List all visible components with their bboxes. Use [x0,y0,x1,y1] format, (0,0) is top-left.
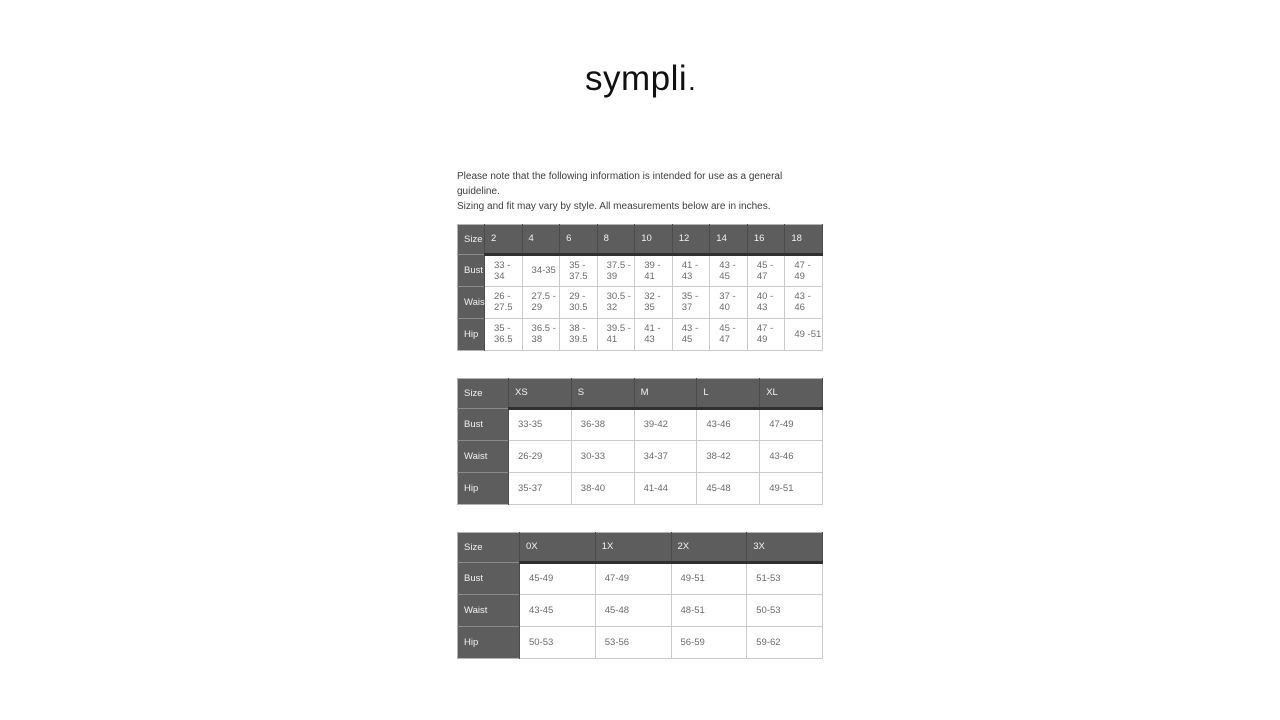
measurement-cell: 47 - 49 [785,254,823,286]
measurement-cell: 33-35 [509,408,572,440]
measurement-cell: 59-62 [747,626,823,658]
measurement-cell: 41-44 [634,472,697,504]
measurement-cell: 35-37 [509,472,572,504]
size-guide-note-line-1: Please note that the following information is intended for use as a general guideline. [457,170,783,197]
measurement-cell: 56-59 [671,626,747,658]
measurement-cell: 45 - 47 [710,318,748,350]
row-label: Hip [458,626,520,658]
measurement-cell: 45 - 47 [747,254,785,286]
measurement-cell: 27.5 - 29 [522,286,560,318]
measurement-cell: 49-51 [671,562,747,594]
row-label: Hip [458,318,485,350]
size-table-plus-sizes [457,532,823,659]
table-row [458,286,823,318]
measurement-cell: 35 - 37 [672,286,710,318]
size-col-header: 4 [522,224,560,254]
table-row [458,408,823,440]
measurement-cell: 39.5 - 41 [597,318,635,350]
size-col-header: 1X [595,532,671,562]
row-label: Bust [458,562,520,594]
size-col-header: S [571,378,634,408]
measurement-cell: 26 - 27.5 [485,286,523,318]
row-label: Hip [458,472,509,504]
size-col-header: 6 [560,224,598,254]
corner-header: Size [458,378,509,408]
size-col-header: XS [509,378,572,408]
row-label: Waist [458,594,520,626]
corner-header: Size [458,532,520,562]
measurement-cell: 36.5 - 38 [522,318,560,350]
size-col-header: L [697,378,760,408]
table-row [458,318,823,350]
header-row [458,224,823,254]
measurement-cell: 50-53 [747,594,823,626]
measurement-cell: 47 - 49 [747,318,785,350]
measurement-cell: 51-53 [747,562,823,594]
measurement-cell: 40 - 43 [747,286,785,318]
table-row [458,472,823,504]
measurement-cell: 37.5 - 39 [597,254,635,286]
table-row [458,254,823,286]
size-col-header: 18 [785,224,823,254]
size-col-header: 10 [635,224,673,254]
measurement-cell: 49-51 [760,472,823,504]
size-col-header: 12 [672,224,710,254]
size-table-letter-sizes [457,378,823,505]
size-col-header: 16 [747,224,785,254]
measurement-cell: 37 - 40 [710,286,748,318]
row-label: Waist [458,440,509,472]
brand-logo [585,60,695,99]
measurement-cell: 33 - 34 [485,254,523,286]
size-col-header: XL [760,378,823,408]
measurement-cell: 53-56 [595,626,671,658]
size-guide-note-line-2: Sizing and fit may vary by style. All measurements below are in inches. [457,200,771,212]
measurement-cell: 41 - 43 [635,318,673,350]
measurement-cell: 36-38 [571,408,634,440]
corner-header: Size [458,224,485,254]
brand-logo-text: sympli [585,59,688,98]
measurement-cell: 34-37 [634,440,697,472]
size-col-header: M [634,378,697,408]
size-col-header: 8 [597,224,635,254]
measurement-cell: 43 - 45 [672,318,710,350]
size-col-header: 14 [710,224,748,254]
measurement-cell: 32 - 35 [635,286,673,318]
measurement-cell: 45-48 [595,594,671,626]
measurement-cell: 43 - 46 [785,286,823,318]
measurement-cell: 30.5 - 32 [597,286,635,318]
measurement-cell: 43 - 45 [710,254,748,286]
size-col-header: 2X [671,532,747,562]
measurement-cell: 47-49 [595,562,671,594]
measurement-cell: 43-45 [520,594,596,626]
size-col-header: 0X [520,532,596,562]
measurement-cell: 34-35 [522,254,560,286]
size-col-header: 3X [747,532,823,562]
measurement-cell: 39 - 41 [635,254,673,286]
row-label: Bust [458,254,485,286]
measurement-cell: 38-40 [571,472,634,504]
size-col-header: 2 [485,224,523,254]
measurement-cell: 41 - 43 [672,254,710,286]
measurement-cell: 47-49 [760,408,823,440]
measurement-cell: 35 - 36.5 [485,318,523,350]
size-guide-page [457,0,823,659]
table-row [458,562,823,594]
measurement-cell: 38 - 39.5 [560,318,598,350]
brand-logo-dot-icon: . [689,74,695,95]
measurement-cell: 38-42 [697,440,760,472]
measurement-cell: 39-42 [634,408,697,440]
row-label: Waist [458,286,485,318]
measurement-cell: 43-46 [760,440,823,472]
table-row [458,440,823,472]
size-guide-note [457,169,823,214]
measurement-cell: 26-29 [509,440,572,472]
measurement-cell: 50-53 [520,626,596,658]
measurement-cell: 29 - 30.5 [560,286,598,318]
size-table-numeric-sizes [457,224,823,351]
table-row [458,594,823,626]
table-row [458,626,823,658]
size-tables [457,224,823,659]
header-row [458,378,823,408]
brand-header [457,0,823,99]
measurement-cell: 45-48 [697,472,760,504]
measurement-cell: 49 -51 [785,318,823,350]
measurement-cell: 30-33 [571,440,634,472]
measurement-cell: 43-46 [697,408,760,440]
header-row [458,532,823,562]
measurement-cell: 35 - 37.5 [560,254,598,286]
row-label: Bust [458,408,509,440]
measurement-cell: 48-51 [671,594,747,626]
measurement-cell: 45-49 [520,562,596,594]
